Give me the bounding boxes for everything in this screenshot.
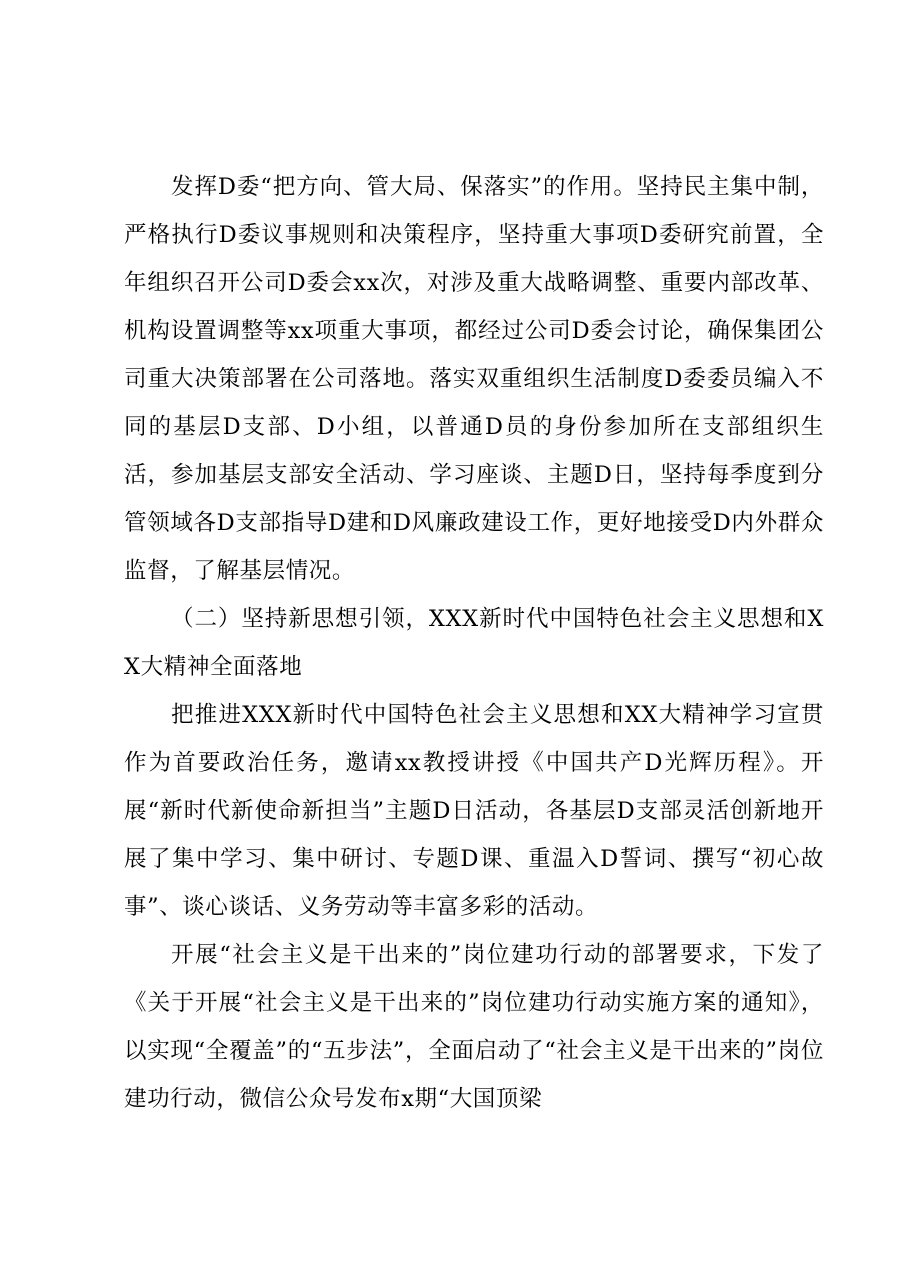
paragraph-party-committee-role: 发挥D委“把方向、管大局、保落实”的作用。坚持民主集中制，严格执行D委议事规则和决策程序，坚持重大事项D委研究前置，全年组织召开公司D委会xx次，对涉及重大战略调整、重要内部改革、机构设置调整等xx项重大事项，都经过公司D委会讨论，确保集团公司重大决策部署在公司落地。落实双重组织生活制度D委委员编入不同的基层D支部、D小组，以普通D员的身份参加所在支部组织生活，参加基层支部安全活动、学习座谈、主题D日，坚持每季度到分管领域各D支部指导D建和D风廉政建设工作，更好地接受D内外群众监督，了解基层情况。 [124, 174, 824, 584]
section-heading-new-thought: （二）坚持新思想引领，XXX新时代中国特色社会主义思想和XX大精神全面落地 [124, 606, 824, 680]
document-body [124, 163, 824, 1123]
paragraph-study-promotion: 把推进XXX新时代中国特色社会主义思想和XX大精神学习宣贯作为首要政治任务，邀请xx教授讲授《中国共产D光辉历程》。开展“新时代新使命新担当”主题D日活动，各基层D支部灵活创新地开展了集中学习、集中研讨、专题D课、重温入D誓词、撰写“初心故事”、谈心谈话、义务劳动等丰富多彩的活动。 [124, 702, 824, 920]
paragraph-post-merit-action: 开展“社会主义是干出来的”岗位建功行动的部署要求，下发了《关于开展“社会主义是干出来的”岗位建功行动实施方案的通知》，以实现“全覆盖”的“五步法”，全面启动了“社会主义是干出来的”岗位建功行动，微信公众号发布x期“大国顶梁 [124, 942, 824, 1112]
